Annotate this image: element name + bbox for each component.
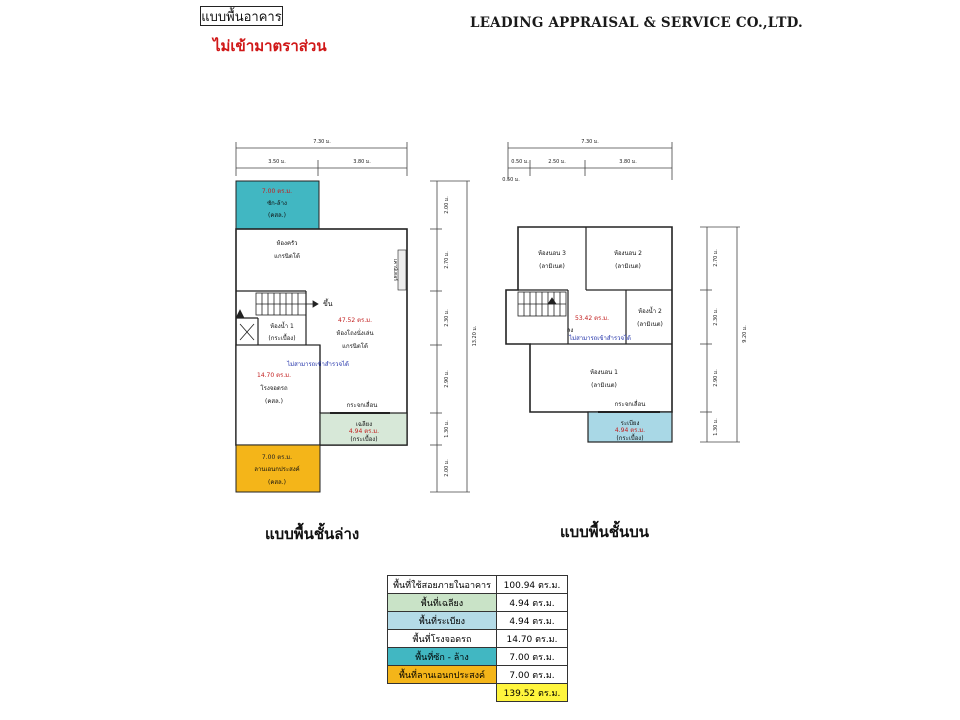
area-row-value: 14.70 ตร.ม.: [497, 630, 568, 648]
bed2-floor: (ลามิเนต): [615, 263, 641, 270]
total-spacer: [388, 684, 497, 702]
porch-area-value: 4.94 ตร.ม.: [348, 428, 380, 435]
porch-name: เฉลียง: [355, 421, 373, 428]
area-summary-table: [387, 575, 568, 702]
upper-floor-plan: [502, 139, 748, 442]
ground-dim-seg-4: 2.90 ม.: [444, 370, 450, 388]
yard-name: ลานเอนกประสงค์: [254, 466, 300, 473]
area-row-label: พื้นที่เฉลียง: [388, 594, 497, 612]
ground-total-depth: 13.20 ม.: [472, 325, 478, 347]
kitchen-floor: แกรนิตโต้: [274, 253, 300, 260]
yard-floor: (คสล.): [268, 479, 286, 486]
table-row: [388, 576, 568, 594]
kitchen-counter-label: เคาน์เตอร์: [392, 259, 398, 281]
living-area-value: 47.52 ตร.ม.: [338, 317, 372, 324]
yard-area-value: 7.00 ตร.ม.: [261, 454, 293, 461]
kitchen-counter: [398, 250, 406, 290]
kitchen-name: ห้องครัว: [276, 240, 298, 247]
upper-seg-d: 0.50 ม.: [502, 177, 520, 183]
bed2-name: ห้องนอน 2: [613, 250, 643, 257]
ground-floor-plan: [236, 139, 478, 492]
upper-seg-a: 0.50 ม.: [511, 159, 529, 165]
upper-total-depth: 9.20 ม.: [742, 325, 748, 343]
garage-area-value: 14.70 ตร.ม.: [257, 372, 291, 379]
upper-right-dimensions: [700, 227, 740, 442]
area-row-value: 7.00 ตร.ม.: [497, 648, 568, 666]
bath2-floor: (ลามิเนต): [637, 321, 663, 328]
ground-dim-seg-5: 1.30 ม.: [444, 420, 450, 438]
upper-dim-seg-2: 2.30 ม.: [713, 308, 719, 326]
ground-right-width: 3.80 ม.: [353, 159, 371, 165]
bath1-name: ห้องน้ำ 1: [270, 323, 294, 330]
hall-area-value: 53.42 ตร.ม.: [575, 315, 609, 322]
hall-down-label: ลง: [566, 327, 574, 334]
ground-dim-seg-3: 2.30 ม.: [444, 309, 450, 327]
upper-sliding-door-label: กระจกเลื่อน: [614, 401, 646, 408]
ground-top-dimensions: [236, 142, 407, 176]
bed3-name: ห้องนอน 3: [537, 250, 567, 257]
area-row-label: พื้นที่โรงจอดรถ: [388, 630, 497, 648]
ground-dim-seg-6: 2.00 ม.: [444, 459, 450, 477]
area-row-label: พื้นที่ใช้สอยภายในอาคาร: [388, 576, 497, 594]
balcony-floor: (กระเบื้อง): [616, 435, 644, 442]
upper-dim-seg-1: 2.70 ม.: [713, 249, 719, 267]
garage-area: [236, 345, 320, 445]
ground-sliding-door-label: กระจกเลื่อน: [346, 402, 378, 409]
laundry-floor: (คสล.): [268, 212, 286, 219]
ground-right-dimensions: [430, 181, 470, 492]
ground-dim-seg-2: 2.70 ม.: [444, 251, 450, 269]
area-row-label: พื้นที่ลานเอนกประสงค์: [388, 666, 497, 684]
stairs-up-label: ขึ้น: [323, 300, 333, 308]
area-row-value: 4.94 ตร.ม.: [497, 594, 568, 612]
garage-floor: (คสล.): [265, 398, 283, 405]
ground-total-width: 7.30 ม.: [313, 139, 331, 145]
ground-dim-seg-1: 2.00 ม.: [444, 196, 450, 214]
upper-seg-c: 3.80 ม.: [619, 159, 637, 165]
bath1-floor: (กระเบื้อง): [268, 335, 296, 342]
bath2-name: ห้องน้ำ 2: [638, 308, 662, 315]
area-row-label: พื้นที่ระเบียง: [388, 612, 497, 630]
table-row: [388, 648, 568, 666]
upper-top-dimensions: [508, 142, 672, 180]
company-name: LEADING APPRAISAL & SERVICE CO.,LTD.: [470, 15, 803, 31]
table-row: [388, 612, 568, 630]
upper-dim-seg-3: 2.90 ม.: [713, 369, 719, 387]
not-to-scale-note: ไม่เข้ามาตราส่วน: [213, 37, 327, 55]
area-row-value: 4.94 ตร.ม.: [497, 612, 568, 630]
living-name: ห้องโถงนั่งเล่น: [336, 330, 374, 337]
upper-seg-b: 2.50 ม.: [548, 159, 566, 165]
laundry-name: ซัก-ล้าง: [267, 200, 287, 207]
upper-floor-title: แบบพื้นชั้นบน: [560, 523, 650, 541]
bed1-name: ห้องนอน 1: [589, 369, 619, 376]
upper-no-entry-note: ไม่สามารถเข้าสำรวจได้: [569, 335, 631, 342]
garage-name: โรงจอดรถ: [260, 385, 288, 392]
bed1-floor: (ลามิเนต): [591, 382, 617, 389]
ground-no-entry-note: ไม่สามารถเข้าสำรวจได้: [287, 361, 349, 368]
porch-floor: (กระเบื้อง): [350, 436, 378, 443]
table-row-total: [388, 684, 568, 702]
ground-left-width: 3.50 ม.: [268, 159, 286, 165]
table-row: [388, 630, 568, 648]
area-row-value: 7.00 ตร.ม.: [497, 666, 568, 684]
balcony-name: ระเบียง: [620, 420, 640, 427]
area-row-value: 100.94 ตร.ม.: [497, 576, 568, 594]
area-row-label: พื้นที่ซัก - ล้าง: [388, 648, 497, 666]
ground-floor-title: แบบพื้นชั้นล่าง: [265, 525, 360, 543]
bed3-floor: (ลามิเนต): [539, 263, 565, 270]
upper-total-width: 7.30 ม.: [581, 139, 599, 145]
upper-dim-seg-4: 1.30 ม.: [713, 418, 719, 436]
document-title-box: แบบพื้นอาคาร: [200, 6, 283, 26]
laundry-area-value: 7.00 ตร.ม.: [261, 188, 293, 195]
living-floor: แกรนิตโต้: [342, 343, 368, 350]
table-row: [388, 594, 568, 612]
area-total-value: 139.52 ตร.ม.: [497, 684, 568, 702]
table-row: [388, 666, 568, 684]
balcony-area-value: 4.94 ตร.ม.: [614, 427, 646, 434]
